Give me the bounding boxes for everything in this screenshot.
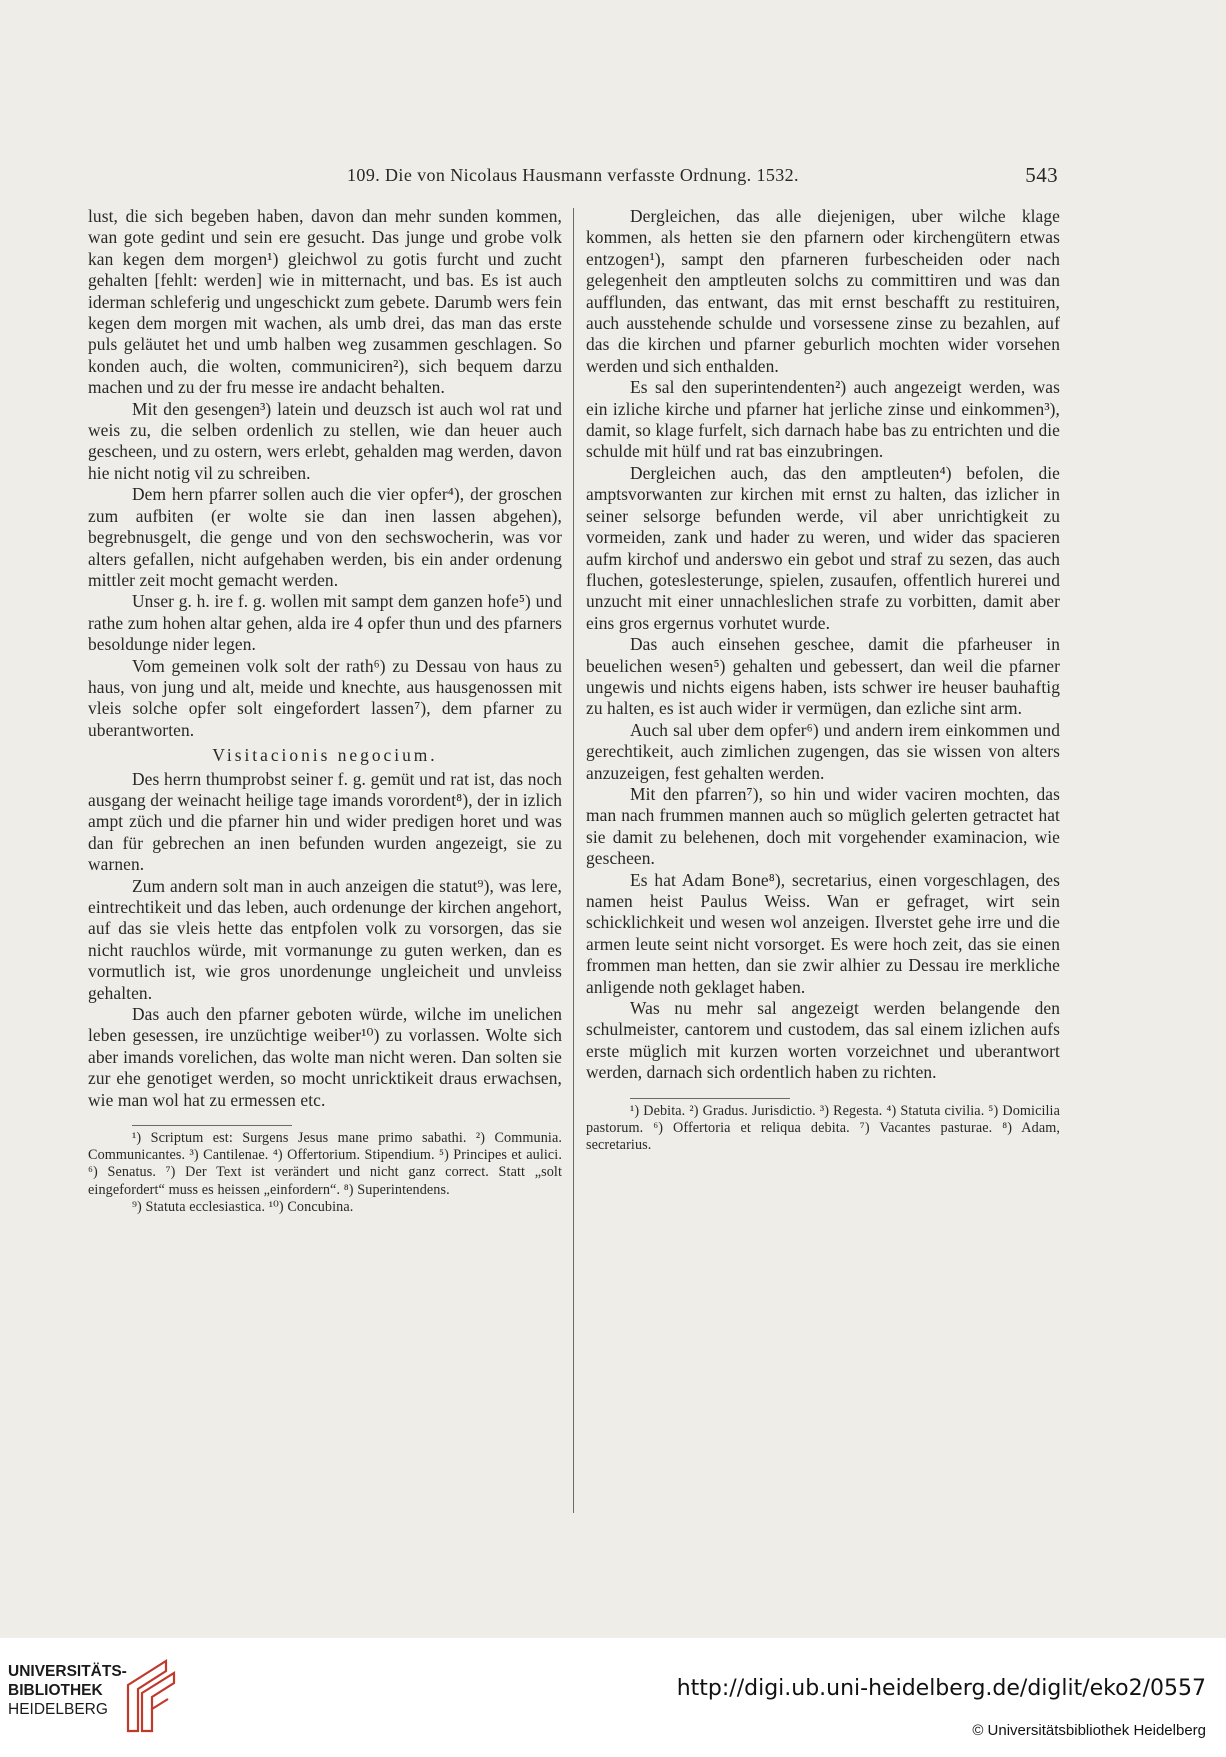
paragraph: Das auch einsehen geschee, damit die pfarheuser in beuelichen wesen⁵) gehalten und gebessert, dan weil die pfarner ungewis und nichts eigens haben, ists schwer ire heuser bauhaftig zu halten, es ist auch wider ir vermügen, dan ezliche sint arm. xyxy=(586,634,1060,719)
footnote: ¹) Scriptum est: Surgens Jesus mane primo sabathi. ²) Communia. Communicantes. ³) Cantilenae. ⁴) Offertorium. Stipendium. ⁵) Principes et aulici. ⁶) Senatus. ⁷) Der Text ist verändert und nicht ganz correct. Statt „solt eingefordert“ muss es heissen „einfordern“. ⁸) Superintendens. xyxy=(88,1130,562,1198)
copyright-notice: © Universitätsbibliothek Heidelberg xyxy=(972,1722,1206,1739)
left-column xyxy=(88,206,562,1216)
library-logo-text xyxy=(8,1662,127,1719)
right-footnotes xyxy=(586,1103,1060,1155)
permalink-url[interactable]: http://digi.ub.uni-heidelberg.de/diglit/eko2/0557 xyxy=(676,1676,1206,1701)
paragraph: Das auch den pfarner geboten würde, wilche im unelichen leben gesessen, ire unzüchtige weiber¹⁰) zu vorlassen. Wolte sich aber imands vorelichen, das wolte man nicht weren. Dan solten sie zur ehe genotiget werden, so mocht unricktikeit draus erwachsen, wie man wol hat zu ermessen etc. xyxy=(88,1004,562,1110)
column-divider xyxy=(573,208,574,1513)
logo-line: BIBLIOTHEK xyxy=(8,1682,103,1699)
paragraph: lust, die sich begeben haben, davon dan mehr sunden kommen, wan gote gedint und sein ere gesucht. Das junge und grobe volk kan kegen dem morgen¹) gleichwol zu gotis furcht und zucht gehalten [fehlt: werden] wie in mitternacht, und bas. Es ist auch iderman schleferig und ungeschickt zum gebete. Darumb wers fein kegen dem morgen mit wachen, als umb drei, das man das erste puls geläutet het und umb halben weg zusammen geschlagen. So konden auch, die wolten, communiciren²), sich bequem darzu machen und zu der fru messe ire andacht behalten. xyxy=(88,206,562,398)
footnote: ⁹) Statuta ecclesiastica. ¹⁰) Concubina. xyxy=(132,1198,354,1215)
paragraph: Mit den pfarren⁷), so hin und wider vaciren mochten, das man nach frummen mannen auch so müglich gelerten getractet hat sie damit zu belehenen, doch mit vorgehender examinacion, wie gescheen. xyxy=(586,783,1060,869)
left-footnotes xyxy=(88,1130,562,1216)
paragraph: Dem hern pfarrer sollen auch die vier opfer⁴), der groschen zum aufbiten (er wolte sie dan inen lassen abgehen), begrebnusgelt, die genge und von den sechswocherin, was vor alters gefallen, nicht aufgehaben werden, bis ein ander ordenung mittler zeit mocht gemacht werden. xyxy=(88,484,562,590)
library-emblem-icon xyxy=(122,1655,180,1737)
paragraph: Vom gemeinen volk solt der rath⁶) zu Dessau von haus zu haus, von jung und alt, meide und knechte, aus hausgenossen mit vleis solche opfer solt eingefordert lassen⁷), dem pfarner zu uberantworten. xyxy=(88,655,562,740)
paragraph: Des herrn thumprobst seiner f. g. gemüt und rat ist, das noch ausgang der weinacht heilige tage imands vorordent⁸), der in izlich ampt züch und die pfarner hin und wider predigen horet und was dan für gebrechen an inen befunden wurden angezeigt, sie zu warnen. xyxy=(88,768,562,875)
paragraph: Es hat Adam Bone⁸), secretarius, einen vorgeschlagen, des namen heist Paulus Weiss. Wan er gefraget, wirt sein schicklichkeit und wesen wol anzeigen. Ilverstet gehe irre und die armen leute seint nicht vorsorget. Es were hoch zeit, das sie einen frommen man hetten, dan sie zwir alhier zu Dessau ire merkliche anligende noth geklaget haben. xyxy=(586,869,1060,997)
footnote: ¹) Debita. ²) Gradus. Jurisdictio. ³) Regesta. ⁴) Statuta civilia. ⁵) Domicilia pastorum. ⁶) Offertoria et reliqua debita. ⁷) Vacantes pasturae. ⁸) Adam, secretarius. xyxy=(586,1102,1060,1154)
paragraph: Mit den gesengen³) latein und deuzsch ist auch wol rat und weis zu, die selben ordenlich zu stellen, wie dan heuer auch gescheen, und zu ostern, wers erlebt, gehalden mag werden, davon hie nicht notig vil zu schreiben. xyxy=(88,398,562,483)
paragraph: Unser g. h. ire f. g. wollen mit sampt dem ganzen hofe⁵) und rathe zum hohen altar gehen, alda ire 4 opfer thun und des pfarners besoldunge nider legen. xyxy=(88,591,562,655)
footnote-rule xyxy=(630,1098,790,1099)
logo-line: UNIVERSITÄTS- xyxy=(8,1663,127,1680)
paragraph: Was nu mehr sal angezeigt werden belangende den schulmeister, cantorem und custodem, das sal einem izlichen aufs erste müglich mit kurzen worten vorzeichnet und uberantwort werden, darnach sich ordentlich haben zu richten. xyxy=(586,998,1060,1083)
section-heading: Visitacionis negocium. xyxy=(212,745,438,766)
running-header xyxy=(88,161,1058,191)
footnote-rule xyxy=(132,1125,292,1126)
header-title: 109. Die von Nicolaus Hausmann verfasste Ordnung. 1532. xyxy=(347,165,799,185)
paragraph: Dergleichen, das alle diejenigen, uber wilche klage kommen, als hetten sie den pfarnern oder kirchengütern etwas entzogen¹), sampt den pfarneren furbescheiden oder nach gelegenheit den amptleuten solchs zu committiren und was dan aufflunden, das entwant, das mit ernst beschafft zu restituiren, auch ausstehende schulde und vorsessene zinse zu bezahlen, auf das die kirchen und pfarner geburlich mochten wider vorsehen werden und sich enthalden. xyxy=(586,206,1060,376)
page-number: 543 xyxy=(1025,163,1058,187)
paragraph: Auch sal uber dem opfer⁶) und andern irem einkommen und gerechtikeit, auch zimlichen zugengen, das sie wissen von alters anzuzeigen, fest gehalten werden. xyxy=(586,719,1060,783)
paragraph: Dergleichen auch, das den amptleuten⁴) befolen, die amptsvorwanten zur kirchen mit ernst zu halten, das izlicher in seiner selsorge befunden werde, vil aber unrichtigkeit zu vormeiden, zank und hader zu weren, und wider das spacieren aufm kirchof und anderswo ein gebot und straf zu sezen, das auch fluchen, goteslesterunge, spielen, zusaufen, offentlich hurerei und unzucht mit einer unnachleslichen strafe zu vorbitten, damit aber eins gros ergernus vorhutet wurde. xyxy=(586,462,1060,633)
logo-line: HEIDELBERG xyxy=(8,1701,108,1718)
right-column xyxy=(586,206,1060,1154)
paragraph: Zum andern solt man in auch anzeigen die statut⁹), was lere, eintrechtikeit und das leben, auch ordenunge der kirchen angehort, auf das sie vleis hette das entpfolen volk zu vorsorgen, das sie nicht rauchlos würde, mit vormanunge zu guten werken, dan es vormutlich ist, wie gros unordenunge ungleicheit und unvleiss gehalten. xyxy=(88,875,562,1003)
paragraph: Es sal den superintendenten²) auch angezeigt werden, was ein izliche kirche und pfarner hat jerliche zinse und einkommen³), damit, so klage furfelt, sich darnach habe bas zu entrichten und die schulde mit hülf und rat bas einzubringen. xyxy=(586,377,1060,462)
